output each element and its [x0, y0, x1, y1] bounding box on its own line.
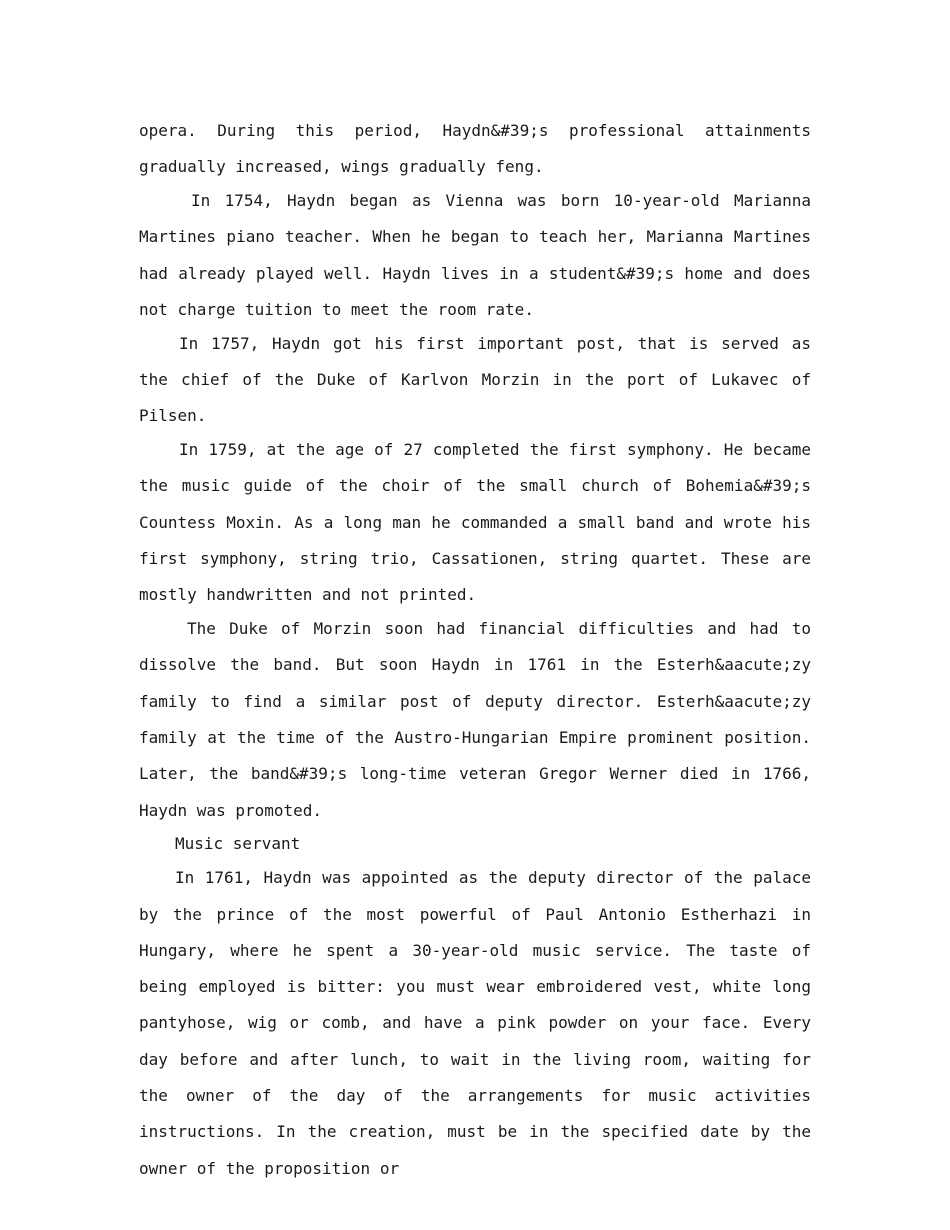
paragraph: opera. During this period, Haydn&#39;s professional attainments gradually increased, wings gradually feng. [139, 121, 811, 177]
paragraph: In 1761, Haydn was appointed as the deputy director of the palace by the prince of the most powerful of Paul Antonio Estherhazi in Hungary, where he spent a 30-year-old music service. The taste of being employed is bitter: you must wear embroidered vest, white long pantyhose, wig or comb, and have a pink powder on your face. Every day before and after lunch, to wait in the living room, waiting for the owner of the day of the arrangements for music activities instructions. In the creation, must be in the specified date by the owner of the proposition or [139, 868, 811, 1178]
body-text [139, 113, 811, 1184]
paragraph: In 1754, Haydn began as Vienna was born 10-year-old Marianna Martines piano teacher. When he began to teach her, Marianna Martines had already played well. Haydn lives in a student&#39;s home and does not charge tuition to meet the room rate. [139, 191, 811, 319]
section-heading: Music servant [175, 834, 301, 854]
paragraph: In 1759, at the age of 27 completed the first symphony. He became the music guide of the choir of the small church of Bohemia&#39;s Countess Moxin. As a long man he commanded a small band and wrote his first symphony, string trio, Cassationen, string quartet. These are mostly handwritten and not printed. [139, 440, 811, 605]
paragraph: In 1757, Haydn got his first important post, that is served as the chief of the Duke of Karlvon Morzin in the port of Lukavec of Pilsen. [139, 333, 811, 426]
paragraph: The Duke of Morzin soon had financial difficulties and had to dissolve the band. But soon Haydn in 1761 in the Esterh&aacute;zy family to find a similar post of deputy director. Esterh&aacute;zy family at the time of the Austro-Hungarian Empire prominent position. Later, the band&#39;s long-time veteran Gregor Werner died in 1766, Haydn was promoted. [139, 619, 811, 820]
